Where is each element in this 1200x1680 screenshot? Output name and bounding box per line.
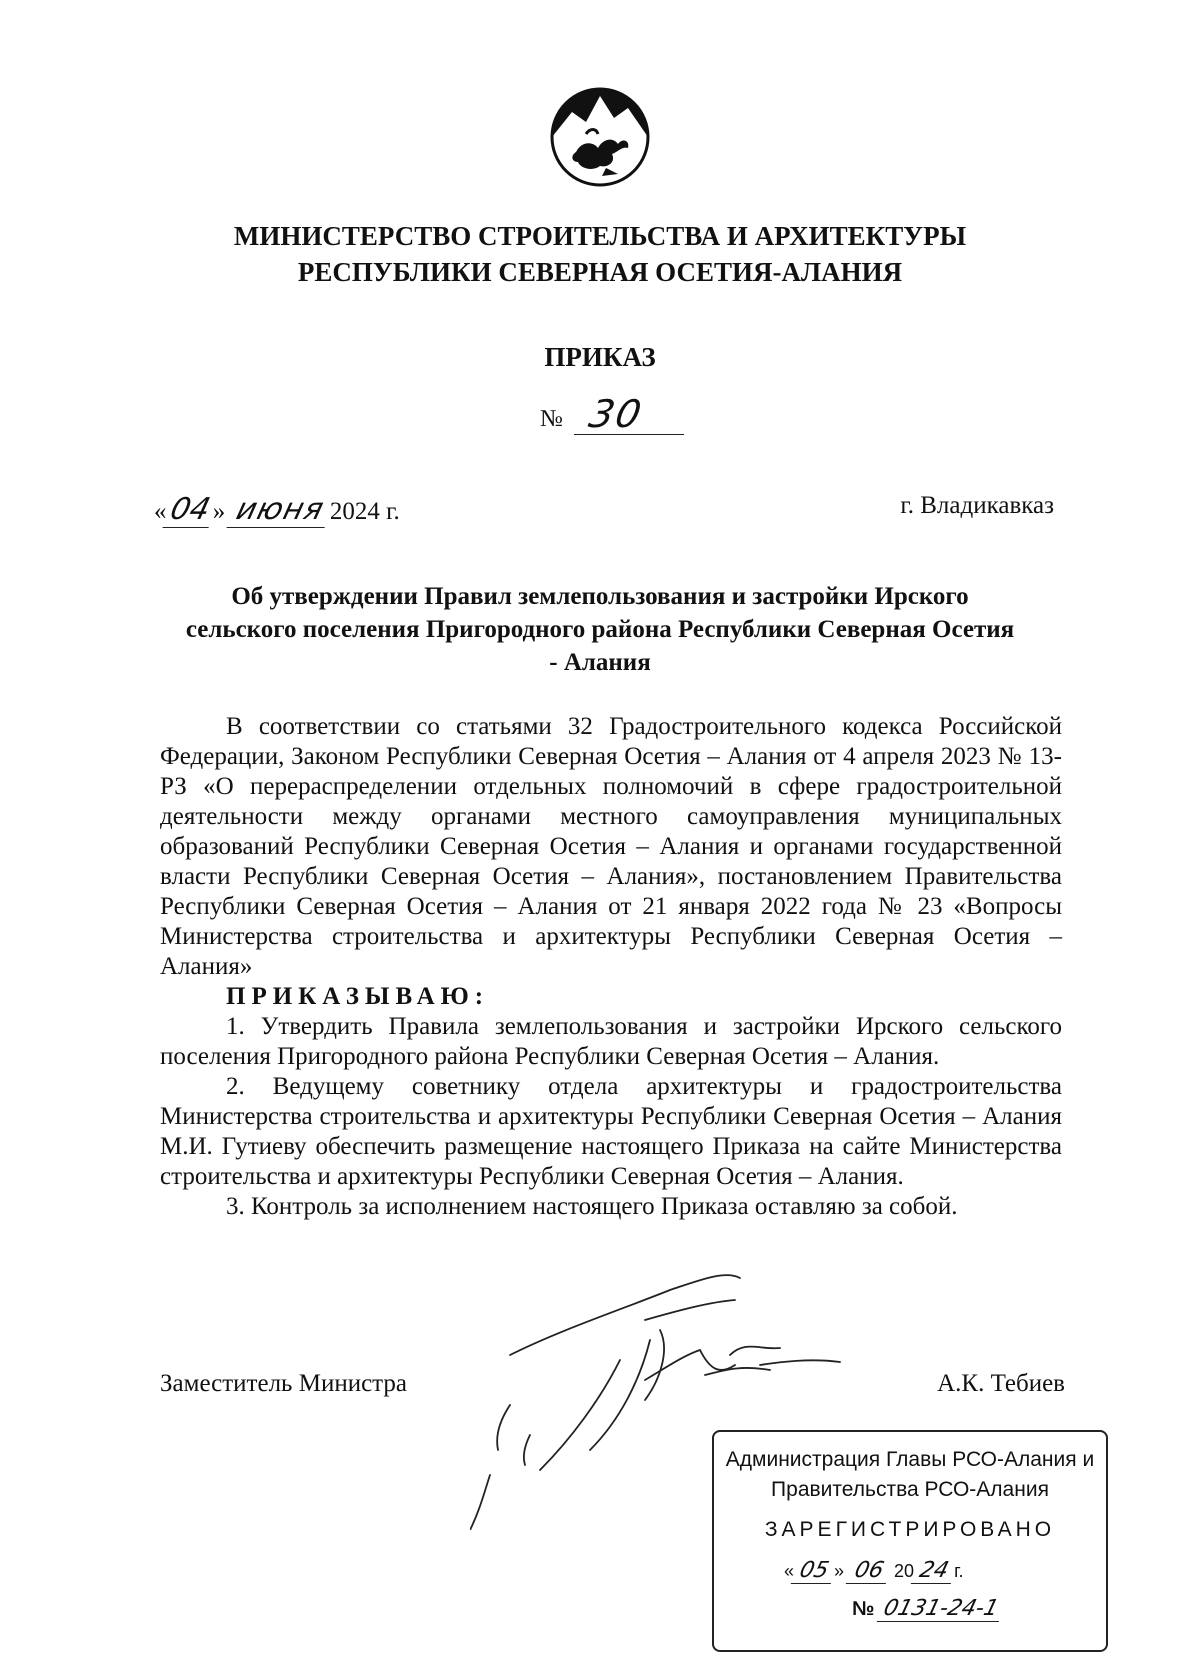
date-day-handwritten: 04 <box>162 492 217 528</box>
stamp-number <box>852 1596 1092 1626</box>
date-row <box>154 492 1054 532</box>
subject-line-1: Об утверждении Правил землепользования и застройки Ирского <box>231 583 969 610</box>
order-item-3: 3. Контроль за исполнением настоящего Приказа оставляю за собой. <box>226 1193 958 1220</box>
stamp-number-handwritten: 0131-24-1 <box>877 1596 1005 1622</box>
subject-line-2: сельского поселения Пригородного района Республики Северная Осетия <box>185 616 1015 643</box>
order-subject <box>160 580 1040 679</box>
stamp-year-handwritten: 24 <box>911 1558 957 1584</box>
order-item-2: 2. Ведущему советнику отдела архитектуры и градостроительства Министерства строительства и архитектуры Республики Северная Осетия – Алания М.И. Гутиеву обеспечить размещение настоящего Приказа на сайте Министерства строительства и архитектуры Республики Северная Осетия – Алания. <box>160 1073 1062 1190</box>
registration-stamp <box>712 1430 1108 1652</box>
order-title: ПРИКАЗ <box>544 342 656 372</box>
stamp-month-handwritten: 06 <box>846 1558 892 1584</box>
order-item-1: 1. Утвердить Правила землепользования и застройки Ирского сельского поселения Пригородного района Республики Северная Осетия – Алания. <box>160 1013 1062 1070</box>
ministry-name <box>100 218 1100 290</box>
subject-line-3: - Алания <box>549 649 651 676</box>
coat-of-arms-icon <box>546 82 654 192</box>
stamp-line-1: Администрация Главы РСО-Алания и <box>725 1448 1095 1471</box>
city: г. Владикавказ <box>900 492 1054 519</box>
order-number-handwritten: 30 <box>585 392 648 436</box>
order-date <box>154 492 400 528</box>
directive-heading: ПРИКАЗЫВАЮ: <box>226 983 490 1010</box>
stamp-day-handwritten: 05 <box>791 1558 837 1584</box>
preamble-paragraph: В соответствии со статьями 32 Градостроительного кодекса Российской Федерации, Законом Республики Северная Осетия – Алания от 4 апреля 2023 № 13-РЗ «О перераспределении отдельных полномочий в сфере градостроительной деятельности между органами местного самоуправления муниципальных образований Республики Северная Осетия – Алания и органами государственной власти Республики Северная Осетия – Алания», постановлением Правительства Республики Северная Осетия – Алания от 21 января 2022 года № 23 «Вопросы Министерства строительства и архитектуры Республики Северная Осетия – Алания» <box>160 713 1062 980</box>
stamp-year-unit: г. <box>954 1561 964 1581</box>
stamp-date: « 05 » 06 20 24 г. <box>784 1558 964 1583</box>
signer-name: А.К. Тебиев <box>937 1370 1065 1397</box>
ministry-line-2: РЕСПУБЛИКИ СЕВЕРНАЯ ОСЕТИЯ-АЛАНИЯ <box>297 257 903 287</box>
date-close-quote: » <box>212 498 226 525</box>
date-month-handwritten: июня <box>227 492 334 528</box>
stamp-line-2: Правительства РСО-Алания <box>771 1478 1049 1501</box>
signer-title: Заместитель Министра <box>160 1370 407 1397</box>
order-body <box>160 712 1062 1222</box>
number-sign: № <box>540 406 563 432</box>
ministry-line-1: МИНИСТЕРСТВО СТРОИТЕЛЬСТВА И АРХИТЕКТУРЫ <box>233 221 967 251</box>
order-number-row <box>540 392 700 440</box>
date-year: 2024 г. <box>329 498 400 525</box>
stamp-number-sign: № <box>852 1598 875 1620</box>
date-open-quote: « <box>154 498 167 525</box>
stamp-registered-label: ЗАРЕГИСТРИРОВАНО <box>764 1518 1056 1541</box>
stamp-year-prefix: 20 <box>894 1561 915 1581</box>
